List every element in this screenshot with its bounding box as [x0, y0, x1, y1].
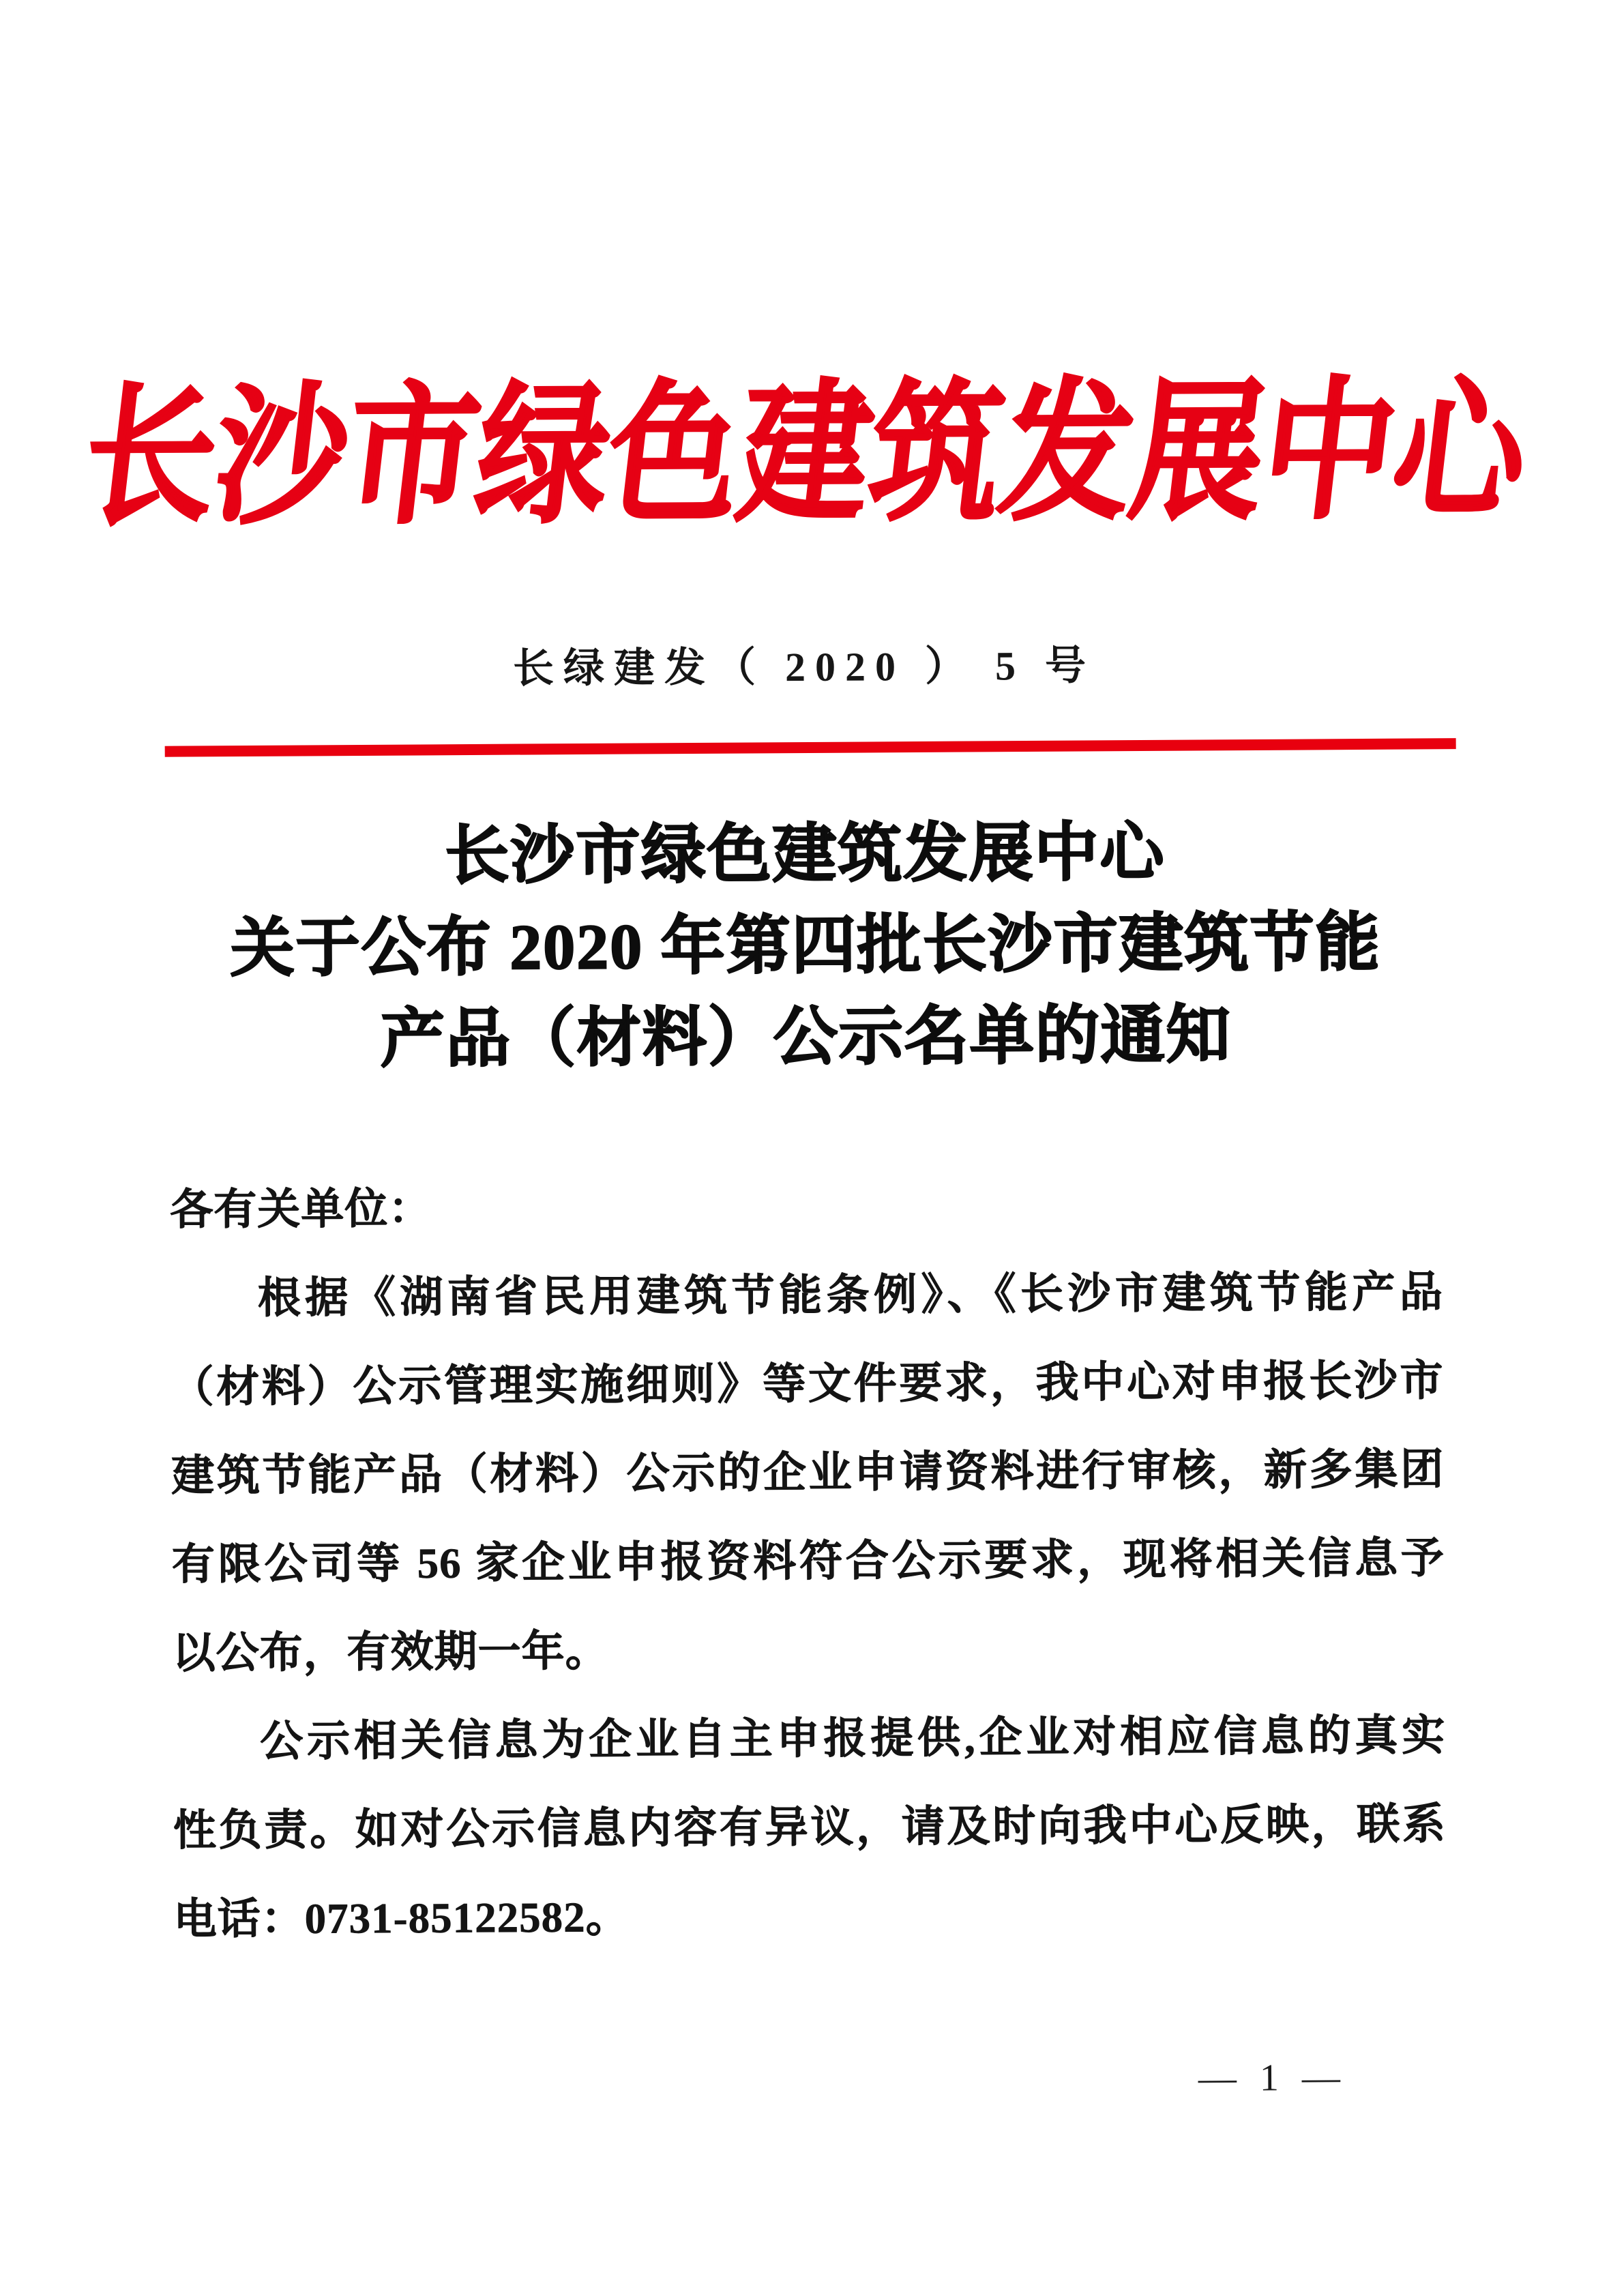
- body-line: （材料）公示管理实施细则》等文件要求，我中心对申报长沙市: [171, 1357, 1444, 1411]
- body-line: 电话：0731-85122582。: [173, 1893, 630, 1943]
- document-number: 长绿建发（ 2020 ） 5 号: [512, 643, 1096, 692]
- document-title-line: 关于公布 2020 年第四批长沙市建筑节能: [230, 907, 1381, 985]
- body-line: 建筑节能产品（材料）公示的企业申请资料进行审核，新多集团: [171, 1445, 1445, 1500]
- body-line: 根据《湖南省民用建筑节能条例》、《长沙市建筑节能产品: [257, 1268, 1444, 1323]
- body-line: 有限公司等 56 家企业申报资料符合公示要求，现将相关信息予: [171, 1534, 1445, 1589]
- body-line: 各有关单位：: [170, 1184, 432, 1234]
- body-line: 以公布，有效期一年。: [172, 1627, 609, 1677]
- red-divider-line: [165, 738, 1456, 757]
- page-number-row: [6, 2055, 1611, 2106]
- document-title-line: 长沙市绿色建筑发展中心: [445, 817, 1166, 892]
- document-title-line: 产品（材料）公示名单的通知: [380, 999, 1232, 1076]
- document-title: [0, 805, 1611, 1087]
- body-line: 公示相关信息为企业自主申报提供,企业对相应信息的真实: [260, 1711, 1446, 1766]
- letterhead-org-title: 长沙市绿色建筑发展中心: [75, 367, 1536, 544]
- page-number: — 1 —: [1198, 2056, 1348, 2100]
- document-body: [170, 1159, 1447, 1964]
- body-line: 性负责。如对公示信息内容有异议，请及时向我中心反映，联系: [173, 1800, 1447, 1855]
